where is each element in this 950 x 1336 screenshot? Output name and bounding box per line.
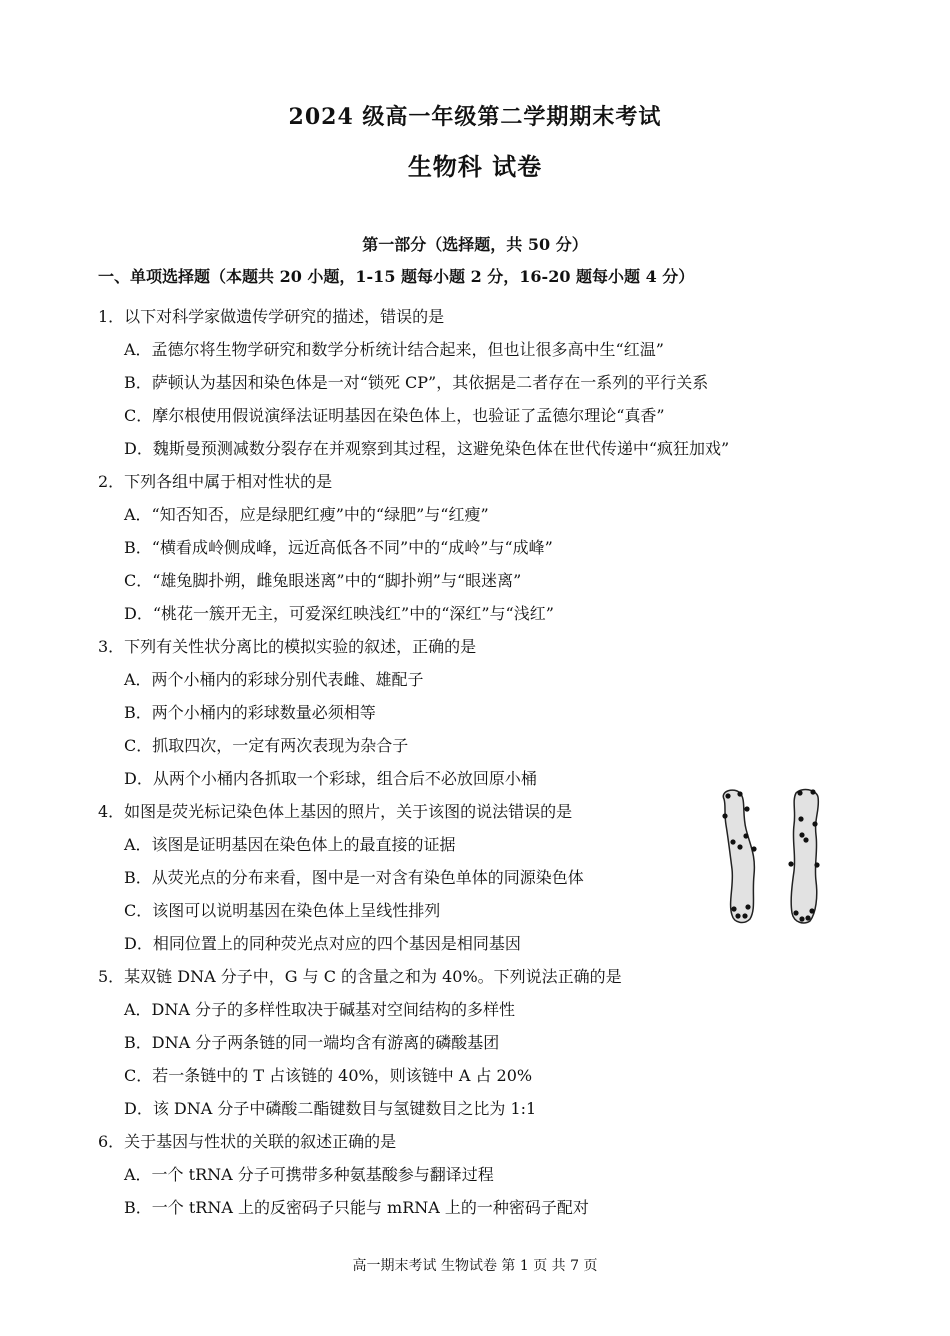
question-1: [98, 300, 838, 465]
option-a: A．两个小桶内的彩球分别代表雌、雄配子: [124, 670, 424, 689]
chromosome-figure: [716, 785, 828, 933]
option-c: C．抓取四次，一定有两次表现为杂合子: [124, 736, 409, 755]
chromosome-left: [723, 790, 754, 922]
question-stem: 2．下列各组中属于相对性状的是: [98, 472, 333, 491]
question-2: [98, 465, 838, 630]
question-stem: 1．以下对科学家做遗传学研究的描述，错误的是: [98, 307, 445, 326]
option-c: C．摩尔根使用假说演绎法证明基因在染色体上，也验证了孟德尔理论“真香”: [124, 406, 665, 425]
question-stem: 4．如图是荧光标记染色体上基因的照片，关于该图的说法错误的是: [98, 802, 573, 821]
exam-subtitle: 生物科 试卷: [407, 152, 543, 181]
option-b: B．“横看成岭侧成峰，远近高低各不同”中的“成岭”与“成峰”: [124, 538, 553, 557]
option-d: D．从两个小桶内各抓取一个彩球，组合后不必放回原小桶: [124, 769, 537, 788]
part-title: 第一部分（选择题，共 50 分）: [362, 235, 588, 254]
question-stem: 5．某双链 DNA 分子中，G 与 C 的含量之和为 40%。下列说法正确的是: [98, 967, 622, 986]
option-c: C．该图可以说明基因在染色体上呈线性排列: [124, 901, 441, 920]
section-title: 一、单项选择题（本题共 20 小题，1-15 题每小题 2 分，16-20 题每小题 4 分）: [98, 267, 695, 286]
option-c: C．若一条链中的 T 占该链的 40%，则该链中 A 占 20%: [124, 1066, 533, 1085]
question-3: [98, 630, 838, 795]
question-stem: 6．关于基因与性状的关联的叙述正确的是: [98, 1132, 397, 1151]
option-a: A．“知否知否，应是绿肥红瘦”中的“绿肥”与“红瘦”: [124, 505, 489, 524]
option-a: A．孟德尔将生物学研究和数学分析统计结合起来，但也让很多高中生“红温”: [124, 340, 664, 359]
option-b: B．一个 tRNA 上的反密码子只能与 mRNA 上的一种密码子配对: [124, 1198, 589, 1217]
option-d: D．“桃花一簇开无主，可爱深红映浅红”中的“深红”与“浅红”: [124, 604, 554, 623]
option-d: D．魏斯曼预测减数分裂存在并观察到其过程，这避免染色体在世代传递中“疯狂加戏”: [124, 439, 730, 458]
exam-title: 2024 级高一年级第二学期期末考试: [288, 104, 662, 130]
option-d: D．相同位置上的同种荧光点对应的四个基因是相同基因: [124, 934, 521, 953]
option-b: B．两个小桶内的彩球数量必须相等: [124, 703, 376, 722]
chromosome-right: [791, 790, 818, 923]
option-a: A．DNA 分子的多样性取决于碱基对空间结构的多样性: [124, 1000, 516, 1019]
option-d: D．该 DNA 分子中磷酸二酯键数目与氢键数目之比为 1:1: [124, 1099, 537, 1118]
question-stem: 3．下列有关性状分离比的模拟实验的叙述，正确的是: [98, 637, 477, 656]
option-b: B．从荧光点的分布来看，图中是一对含有染色单体的同源染色体: [124, 868, 584, 887]
option-b: B．DNA 分子两条链的同一端均含有游离的磷酸基团: [124, 1033, 500, 1052]
option-c: C．“雄兔脚扑朔，雌兔眼迷离”中的“脚扑朔”与“眼迷离”: [124, 571, 522, 590]
question-6: [98, 1125, 838, 1224]
option-b: B．萨顿认为基因和染色体是一对“锁死 CP”，其依据是二者存在一系列的平行关系: [124, 373, 709, 392]
option-a: A．该图是证明基因在染色体上的最直接的证据: [124, 835, 456, 854]
option-a: A．一个 tRNA 分子可携带多种氨基酸参与翻译过程: [124, 1165, 494, 1184]
page-footer: 高一期末考试 生物试卷 第 1 页 共 7 页: [352, 1258, 598, 1274]
question-list: [98, 300, 838, 1224]
question-5: [98, 960, 838, 1125]
